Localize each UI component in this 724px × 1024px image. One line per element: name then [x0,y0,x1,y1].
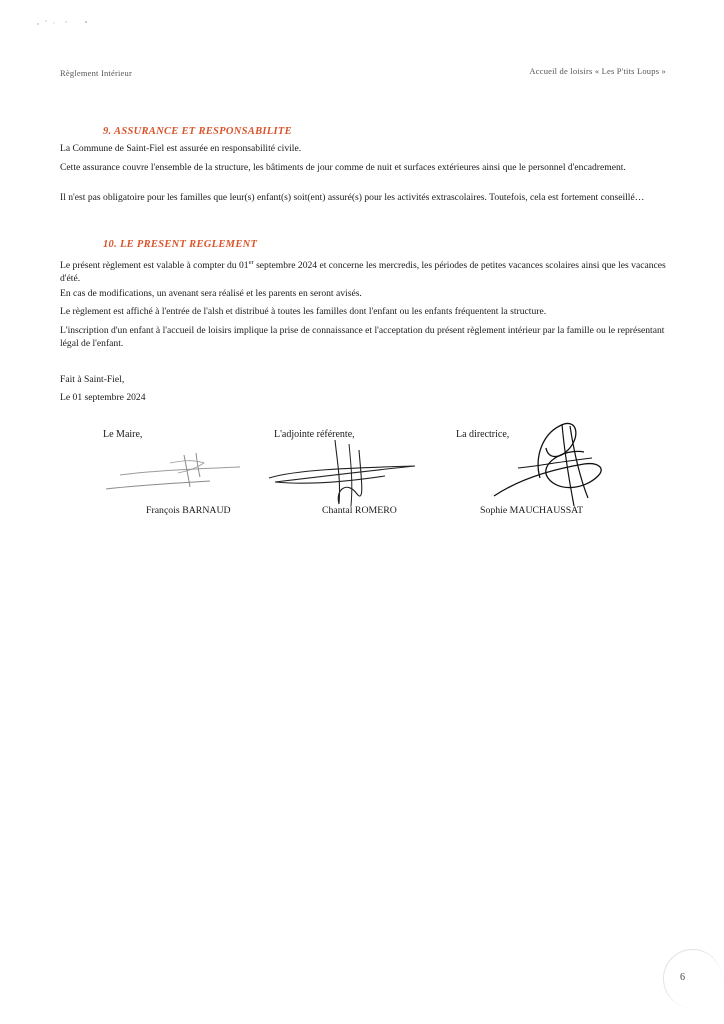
closing-place: Fait à Saint-Fiel, [60,374,125,385]
signature-name-deputy: Chantal ROMERO [322,505,397,516]
section-10-paragraph-1-end: septembre 2024 et concerne les mercredis, les périodes de petites vacances scolaires ainsi que les vacances d'été. [60,260,666,284]
section-10-paragraph-1 [60,257,670,285]
header-structure-name: Accueil de loisirs « Les P'tits Loups » [529,66,666,76]
section-9-paragraph-2: Cette assurance couvre l'ensemble de la structure, les bâtiments de jour comme de nuit et surfaces extérieures ainsi que le personnel d'encadrement. [60,162,626,173]
section-10-paragraph-1-start: Le présent règlement est valable à compter du 01 [60,260,249,272]
signature-title-mayor: Le Maire, [103,429,143,440]
signature-mayor [100,445,245,495]
section-10-paragraph-4: L'inscription d'un enfant à l'accueil de loisirs implique la prise de connaissance et l'acceptation du présent règlement intérieur par la famille ou le représentant légal de l'enfant. [60,325,665,349]
section-10-heading: 10. LE PRESENT REGLEMENT [103,239,258,250]
section-10-paragraph-2: En cas de modifications, un avenant sera réalisé et les parents en seront avisés. [60,288,362,299]
signature-name-director: Sophie MAUCHAUSSAT [480,505,584,516]
ordinal-suffix: er [248,259,254,266]
page-number: 6 [680,972,685,983]
signature-title-director: La directrice, [456,429,510,440]
scan-specks [36,18,96,28]
signature-director [488,418,613,510]
section-9-paragraph-3: Il n'est pas obligatoire pour les familles que leur(s) enfant(s) soit(ent) assuré(s) pour les activités extrascolaires. Toutefois, cela est fortement conseillé… [60,192,645,203]
signature-name-mayor: François BARNAUD [146,505,231,516]
closing-date: Le 01 septembre 2024 [60,392,146,403]
section-9-paragraph-1: La Commune de Saint-Fiel est assurée en responsabilité civile. [60,143,302,154]
page-number-circle [663,949,722,1008]
section-10-paragraph-3: Le règlement est affiché à l'entrée de l'alsh et distribué à toutes les familles dont l'enfant ou les enfants fréquentent la structure. [60,306,547,317]
signature-deputy [265,430,420,510]
header-document-title: Règlement Intérieur [60,68,133,78]
signature-title-deputy: L'adjointe référente, [274,429,355,440]
section-9-heading: 9. ASSURANCE ET RESPONSABILITE [103,126,292,137]
